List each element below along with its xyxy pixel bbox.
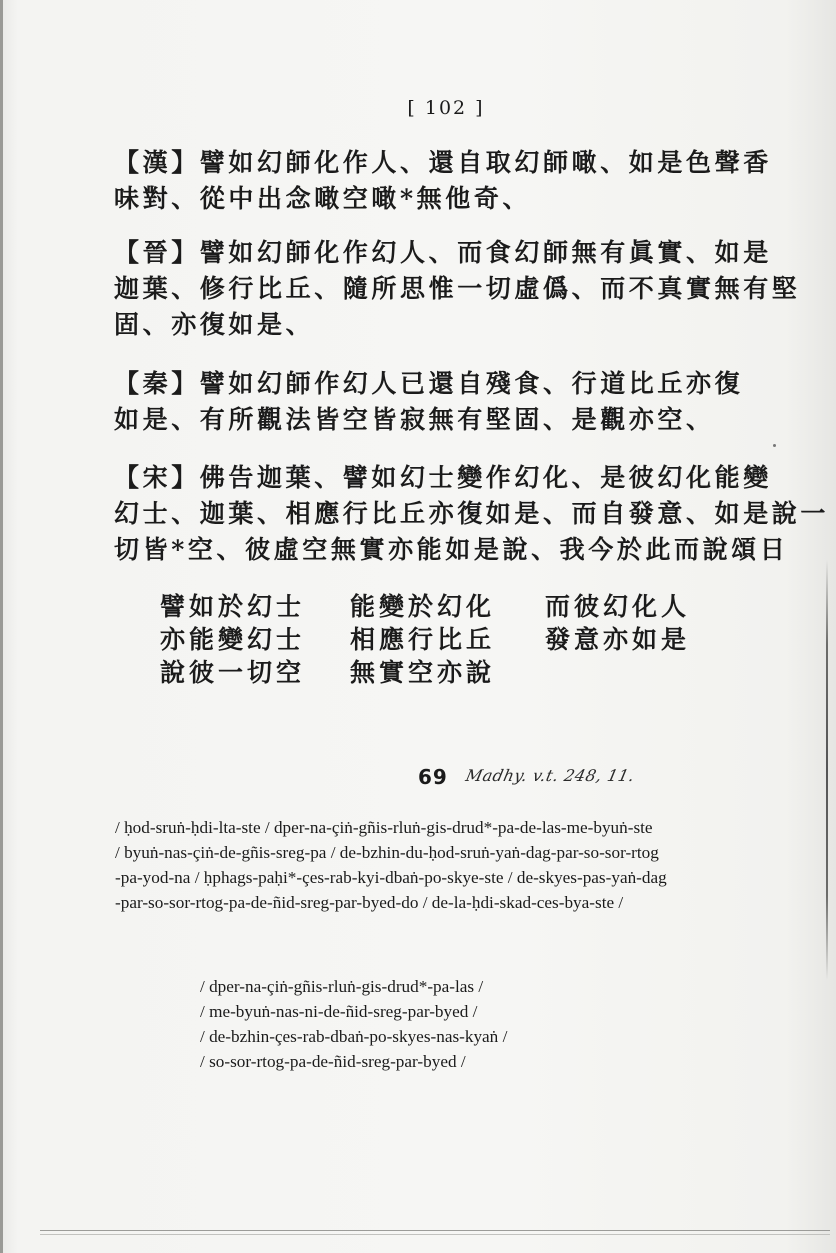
chinese-verse: [160, 590, 740, 689]
chinese-paragraph-han: [114, 145, 772, 217]
chinese-paragraph-song: [114, 460, 830, 568]
text-line: / byuṅ-nas-çiṅ-de-gñis-sreg-pa / de-bzhin-du-ḥod-sruṅ-yaṅ-dag-par-so-sor-rtog: [115, 843, 659, 862]
text-line: 幻士、迦葉、相應行比丘亦復如是、而自發意、如是說一: [114, 499, 830, 528]
text-line: 【漢】譬如幻師化作人、還自取幻師噉、如是色聲香: [114, 148, 772, 177]
tibetan-verse: [200, 974, 620, 1074]
handwritten-annotation: Madhy. v.t. 248, 11.: [463, 766, 637, 785]
verse-phrase: 能變於幻化: [350, 592, 496, 621]
text-line: 迦葉、修行比丘、隨所思惟一切虛僞、而不真實無有堅: [114, 274, 801, 303]
verse-phrase: 發意亦如是: [545, 625, 691, 654]
chinese-paragraph-qin: [114, 366, 764, 438]
verse-line: / de-bzhin-çes-rab-dbaṅ-po-skyes-nas-kyaṅ /: [200, 1027, 508, 1046]
text-line: 【宋】佛告迦葉、譬如幻士變作幻化、是彼幻化能變: [114, 463, 772, 492]
text-line: 【秦】譬如幻師作幻人已還自殘食、行道比丘亦復: [114, 369, 744, 398]
verse-phrase: 無實空亦說: [350, 658, 496, 687]
text-line: / ḥod-sruṅ-ḥdi-lta-ste / dper-na-çiṅ-gñis-rluṅ-gis-drud*-pa-de-las-me-byuṅ-ste: [115, 818, 653, 837]
verse-phrase: 亦能變幻士: [160, 625, 306, 654]
text-line: 固、亦復如是、: [114, 310, 315, 339]
text-line: 如是、有所觀法皆空皆寂無有堅固、是觀亦空、: [114, 405, 715, 434]
scan-speck: [773, 444, 776, 447]
text-line: -pa-yod-na / ḥphags-paḥi*-çes-rab-kyi-dbaṅ-po-skye-ste / de-skyes-pas-yaṅ-dag: [115, 868, 667, 887]
verse-phrase: [545, 656, 735, 689]
page-bottom-edge: [40, 1230, 830, 1231]
page-right-edge-shadow: [826, 560, 828, 980]
verse-row: [160, 656, 740, 689]
verse-phrase: 而彼幻化人: [545, 592, 691, 621]
verse-line: / dper-na-çiṅ-gñis-rluṅ-gis-drud*-pa-las /: [200, 977, 484, 996]
text-line: 味對、從中出念噉空噉*無他奇、: [114, 184, 532, 213]
verse-phrase: 譬如於幻士: [160, 592, 306, 621]
section-number: 69: [418, 765, 448, 789]
page-left-edge: [0, 0, 3, 1253]
verse-row: [160, 590, 740, 623]
text-line: 切皆*空、彼虛空無實亦能如是說、我今於此而說頌日: [114, 535, 789, 564]
page-bottom-edge-shadow: [40, 1234, 830, 1235]
verse-line: / me-byuṅ-nas-ni-de-ñid-sreg-par-byed /: [200, 1002, 478, 1021]
verse-line: / so-sor-rtog-pa-de-ñid-sreg-par-byed /: [200, 1052, 466, 1071]
tibetan-paragraph: [115, 815, 765, 915]
verse-phrase: 相應行比丘: [350, 625, 496, 654]
page-number: [ 102 ]: [407, 97, 485, 119]
text-line: -par-so-sor-rtog-pa-de-ñid-sreg-par-byed-do / de-la-ḥdi-skad-ces-bya-ste /: [115, 893, 624, 912]
text-line: 【晉】譬如幻師化作幻人、而食幻師無有眞實、如是: [114, 238, 772, 267]
chinese-paragraph-jin: [114, 235, 801, 343]
verse-phrase: 說彼一切空: [160, 658, 306, 687]
verse-row: [160, 623, 740, 656]
